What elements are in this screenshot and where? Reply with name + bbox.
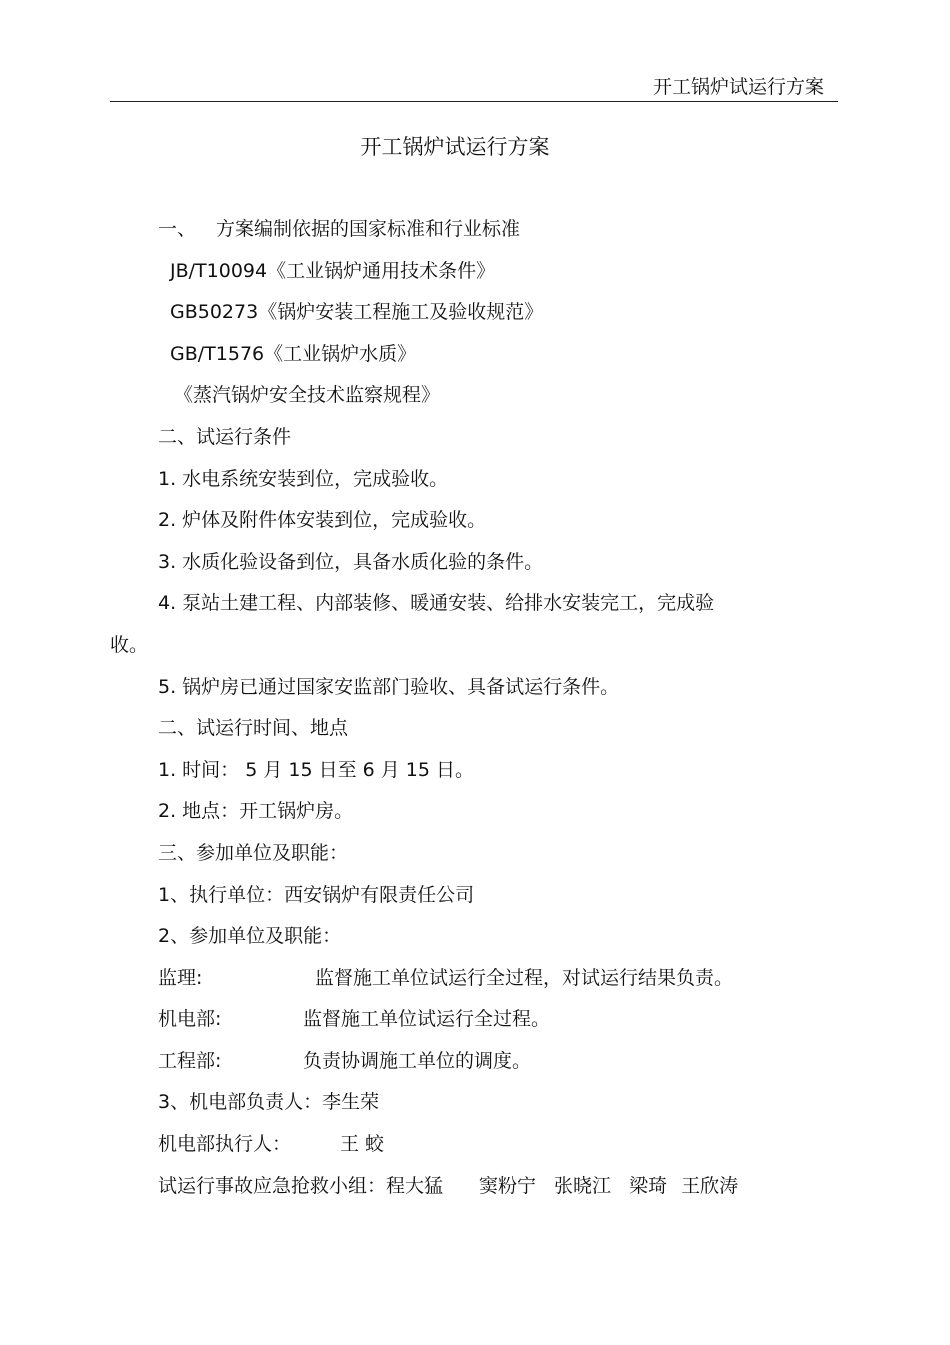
standard-item: GB50273《锅炉安装工程施工及验收规范》: [170, 301, 544, 324]
participants-heading: 2、参加单位及职能：: [158, 925, 342, 948]
team-label: 试运行事故应急抢救小组：: [158, 1174, 387, 1197]
team-member: 张晓江: [554, 1174, 612, 1197]
role-row: [158, 958, 788, 1000]
team-member: 程大猛: [386, 1174, 444, 1197]
role-duty: 监督施工单位试运行全过程。: [303, 1008, 551, 1031]
standard-item: 《蒸汽锅炉安全技术监察规程》: [174, 384, 441, 407]
section-1-heading: [158, 209, 788, 251]
role-duty: 监督施工单位试运行全过程，对试运行结果负责。: [315, 966, 734, 989]
condition-item: 3. 水质化验设备到位，具备水质化验的条件。: [158, 550, 544, 573]
section-1-number: 一、: [158, 218, 197, 240]
condition-item: 1. 水电系统安装到位，完成验收。: [158, 467, 449, 490]
document-title: 开工锅炉试运行方案: [360, 135, 550, 159]
location-item: 2. 地点：开工锅炉房。: [158, 800, 354, 823]
role-label: 监理:: [158, 966, 203, 989]
section-1-title: 方案编制依据的国家标准和行业标准: [216, 218, 521, 240]
condition-item: 2. 炉体及附件体安装到位，完成验收。: [158, 509, 487, 532]
team-member: 窦粉宁: [479, 1174, 537, 1197]
condition-item-continuation: 收。: [110, 633, 149, 656]
executor-name: 王 蛟: [340, 1133, 385, 1156]
department-executor: [158, 1124, 788, 1166]
role-label: 机电部:: [158, 1008, 222, 1031]
section-2-heading: 二、试运行条件: [158, 425, 292, 448]
header-divider: [110, 101, 838, 102]
section-3-heading: 二、试运行时间、地点: [158, 717, 349, 740]
role-row: [158, 1041, 788, 1083]
role-label: 工程部:: [158, 1049, 222, 1072]
emergency-team: [158, 1166, 788, 1208]
executor-label: 机电部执行人：: [158, 1133, 292, 1156]
executing-unit: 1、执行单位：西安锅炉有限责任公司: [158, 883, 475, 906]
condition-item: 5. 锅炉房已通过国家安监部门验收、具备试运行条件。: [158, 675, 620, 698]
role-row: [158, 999, 788, 1041]
running-header: 开工锅炉试运行方案: [652, 76, 824, 98]
section-4-heading: 三、参加单位及职能：: [158, 841, 349, 864]
time-item: 1. 时间： 5 月 15 日至 6 月 15 日。: [158, 758, 475, 781]
standard-item: JB/T10094《工业锅炉通用技术条件》: [170, 259, 496, 282]
team-member: 梁琦: [629, 1174, 668, 1197]
condition-item: 4. 泵站土建工程、内部装修、暖通安装、给排水安装完工，完成验: [158, 592, 715, 615]
department-leader: 3、机电部负责人：李生荣: [158, 1091, 380, 1114]
team-member: 王欣涛: [681, 1174, 739, 1197]
standard-item: GB/T1576《工业锅炉水质》: [170, 342, 417, 365]
document-body: [110, 209, 788, 1207]
role-duty: 负责协调施工单位的调度。: [303, 1049, 532, 1072]
